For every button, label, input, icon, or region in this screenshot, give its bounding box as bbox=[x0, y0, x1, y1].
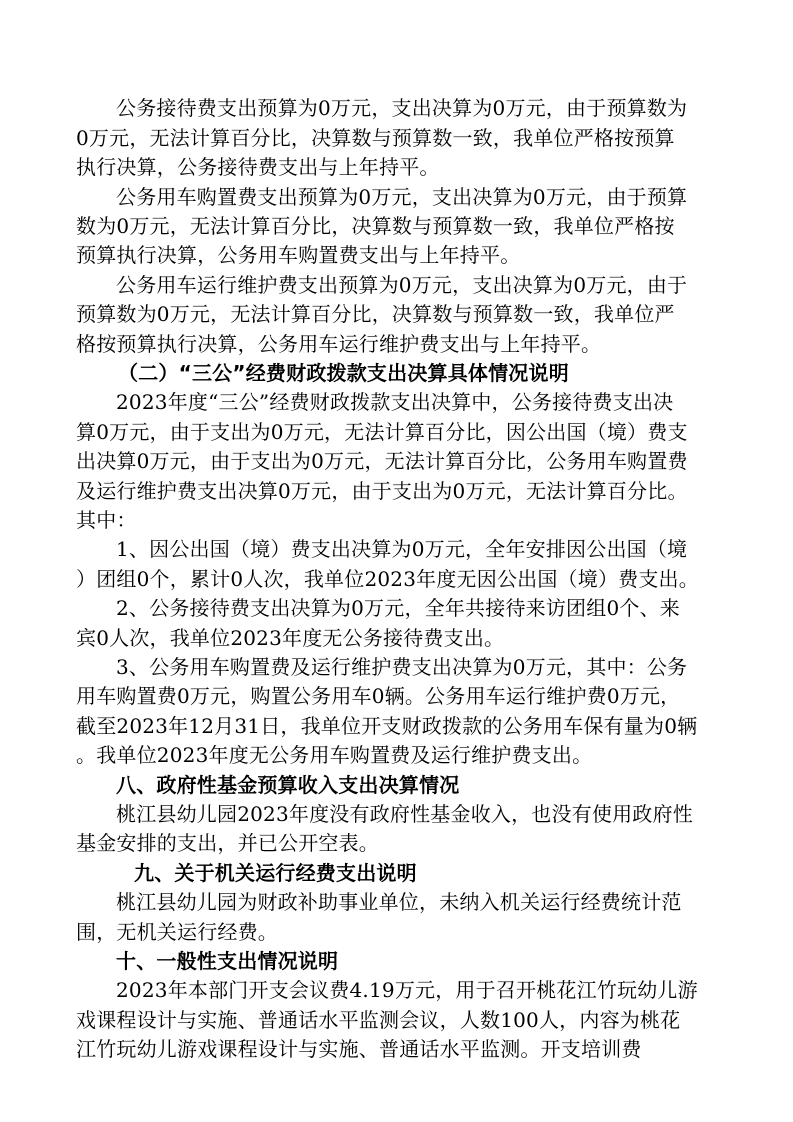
section-heading: 八、政府性基金预算收入支出决算情况 bbox=[116, 773, 460, 797]
paragraph-line: 围，无机关运行经费。 bbox=[76, 920, 278, 944]
paragraph-line: 江竹玩幼儿游戏课程设计与实施、普通话水平监测。开支培训费 bbox=[76, 1037, 642, 1061]
paragraph-line: 戏课程设计与实施、普通话水平监测会议，人数100人，内容为桃花 bbox=[76, 1008, 681, 1032]
paragraph-line: 2023年度“三公”经费财政拨款支出决算中，公务接待费支出决 bbox=[116, 390, 674, 414]
paragraph-line: 。我单位2023年度无公务用车购置费及运行维护费支出。 bbox=[76, 743, 593, 767]
paragraph-line: 算0万元，由于支出为0万元，无法计算百分比，因公出国（境）费支 bbox=[76, 420, 688, 444]
paragraph-line: 预算数为0万元，无法计算百分比，决算数与预算数一致，我单位严 bbox=[76, 302, 675, 326]
paragraph-line: 公务用车运行维护费支出预算为0万元，支出决算为0万元，由于 bbox=[116, 273, 688, 297]
paragraph-line: 格按预算执行决算，公务用车运行维护费支出与上年持平。 bbox=[76, 332, 602, 356]
paragraph-line: 1、因公出国（境）费支出决算为0万元，全年安排因公出国（境 bbox=[116, 537, 688, 561]
paragraph-line: 及运行维护费支出决算0万元，由于支出为0万元，无法计算百分比。 bbox=[76, 479, 688, 503]
paragraph-line: 桃江县幼儿园2023年度没有政府性基金收入，也没有使用政府性 bbox=[116, 802, 693, 826]
paragraph-line: 用车购置费0万元，购置公务用车0辆。公务用车运行维护费0万元， bbox=[76, 684, 681, 708]
paragraph-line: 截至2023年12月31日，我单位开支财政拨款的公务用车保有量为0辆 bbox=[76, 714, 698, 738]
paragraph-line: 0万元，无法计算百分比，决算数与预算数一致，我单位严格按预算 bbox=[76, 126, 675, 150]
paragraph-line: 公务接待费支出预算为0万元，支出决算为0万元，由于预算数为 bbox=[116, 96, 688, 120]
paragraph-line: 其中： bbox=[76, 508, 137, 532]
paragraph-line: 宾0人次，我单位2023年度无公务接待费支出。 bbox=[76, 626, 505, 650]
paragraph-line: ）团组0个，累计0人次，我单位2023年度无因公出国（境）费支出。 bbox=[76, 567, 699, 591]
paragraph-line: 预算执行决算，公务用车购置费支出与上年持平。 bbox=[76, 243, 521, 267]
paragraph-line: 数为0万元，无法计算百分比，决算数与预算数一致，我单位严格按 bbox=[76, 214, 675, 238]
paragraph-line: 桃江县幼儿园为财政补助事业单位，未纳入机关运行经费统计范 bbox=[116, 890, 682, 914]
paragraph-line: 执行决算，公务接待费支出与上年持平。 bbox=[76, 155, 440, 179]
paragraph-line: 公务用车购置费支出预算为0万元，支出决算为0万元，由于预算 bbox=[116, 185, 688, 209]
section-heading: 十、一般性支出情况说明 bbox=[116, 949, 339, 973]
paragraph-line: 2、公务接待费支出决算为0万元，全年共接待来访团组0个、来 bbox=[116, 596, 680, 620]
section-heading: 九、关于机关运行经费支出说明 bbox=[134, 861, 417, 885]
paragraph-line: 3、公务用车购置费及运行维护费支出决算为0万元，其中：公务 bbox=[116, 655, 688, 679]
paragraph-line: 2023年本部门开支会议费4.19万元，用于召开桃花江竹玩幼儿游 bbox=[116, 978, 698, 1002]
section-heading: （二）“三公”经费财政拨款支出决算具体情况说明 bbox=[118, 361, 569, 385]
paragraph-line: 出决算0万元，由于支出为0万元，无法计算百分比，公务用车购置费 bbox=[76, 449, 688, 473]
paragraph-line: 基金安排的支出，并已公开空表。 bbox=[76, 831, 379, 855]
